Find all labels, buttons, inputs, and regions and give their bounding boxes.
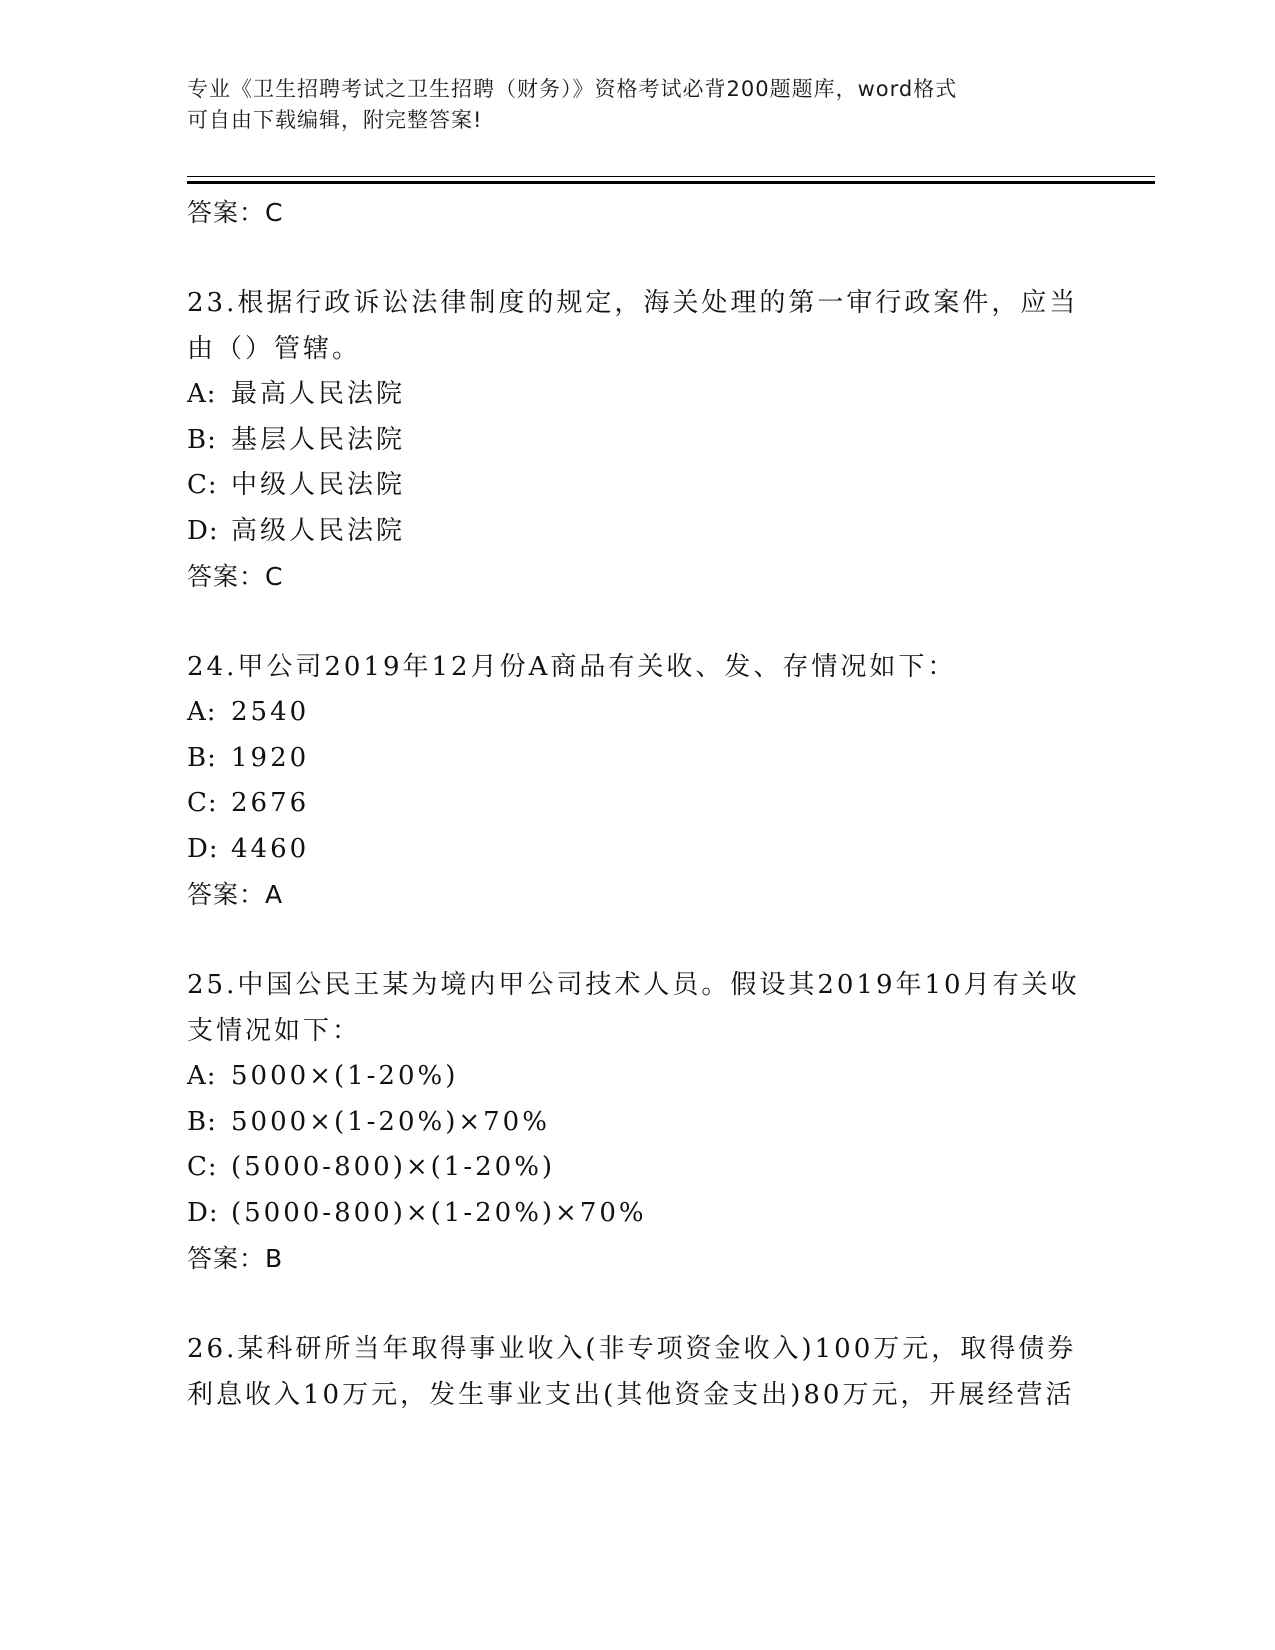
option-text: 5000×(1-20%) — [231, 1061, 459, 1091]
header-line-2: 可自由下载编辑，附完整答案! — [187, 108, 483, 132]
option-label: B: — [187, 742, 217, 773]
option-b — [187, 1100, 1077, 1146]
answer-line: 答案：A — [187, 880, 284, 909]
document-header — [187, 74, 1067, 136]
option-label: C: — [187, 1152, 218, 1182]
header-rule-thick — [187, 181, 1155, 184]
option-text: 1920 — [231, 742, 310, 773]
option-text: 高级人民法院 — [231, 515, 406, 546]
option-label: A: — [187, 697, 217, 727]
option-text: 最高人民法院 — [231, 379, 406, 409]
option-a — [187, 690, 1077, 736]
option-b — [187, 418, 1077, 464]
option-label: D: — [187, 833, 219, 864]
option-c — [187, 1145, 1077, 1191]
option-text: 2540 — [231, 697, 310, 727]
option-text: 中级人民法院 — [231, 470, 406, 500]
option-label: C: — [187, 788, 218, 818]
option-label: A: — [187, 1061, 217, 1091]
option-d — [187, 827, 1077, 873]
option-text: 基层人民法院 — [231, 424, 406, 455]
option-label: A: — [187, 379, 217, 409]
answer-line: 答案：B — [187, 1244, 284, 1273]
question-text: 23.根据行政诉讼法律制度的规定，海关处理的第一审行政案件，应当 — [187, 288, 1079, 318]
option-c — [187, 781, 1077, 827]
question-26 — [187, 1326, 1077, 1418]
option-label: C: — [187, 470, 218, 500]
question-25 — [187, 962, 1080, 1282]
question-text: 利息收入10万元，发生事业支出(其他资金支出)80万元，开展经营活 — [187, 1380, 1075, 1410]
option-d — [187, 1191, 1077, 1237]
option-c — [187, 463, 1077, 509]
option-a — [187, 1054, 1077, 1100]
question-list — [187, 190, 1080, 1418]
question-24 — [187, 644, 1077, 918]
question-23 — [187, 280, 1077, 600]
header-rule-thin — [187, 176, 1155, 177]
question-text: 由（）管辖。 — [187, 334, 362, 364]
answer-line: 答案：C — [187, 562, 284, 591]
option-label: D: — [187, 1197, 219, 1228]
option-b — [187, 736, 1077, 782]
option-text: 2676 — [231, 788, 310, 818]
option-text: 4460 — [231, 833, 310, 864]
option-d — [187, 509, 1077, 555]
option-text: (5000-800)×(1-20%)×70% — [231, 1197, 647, 1228]
question-text: 26.某科研所当年取得事业收入(非专项资金收入)100万元，取得债券 — [187, 1334, 1077, 1364]
answer-line: 答案：C — [187, 198, 284, 227]
option-a — [187, 372, 1077, 418]
question-text: 24.甲公司2019年12月份A商品有关收、发、存情况如下： — [187, 652, 957, 682]
option-text: 5000×(1-20%)×70% — [231, 1106, 550, 1137]
question-text: 25.中国公民王某为境内甲公司技术人员。假设其2019年10月有关收 — [187, 970, 1080, 1000]
header-line-1: 专业《卫生招聘考试之卫生招聘（财务）》资格考试必背200题题库，word格式 — [187, 77, 958, 101]
question-text: 支情况如下： — [187, 1016, 362, 1046]
option-label: B: — [187, 1106, 217, 1137]
option-text: (5000-800)×(1-20%) — [231, 1152, 556, 1182]
option-label: D: — [187, 515, 219, 546]
option-label: B: — [187, 424, 217, 455]
